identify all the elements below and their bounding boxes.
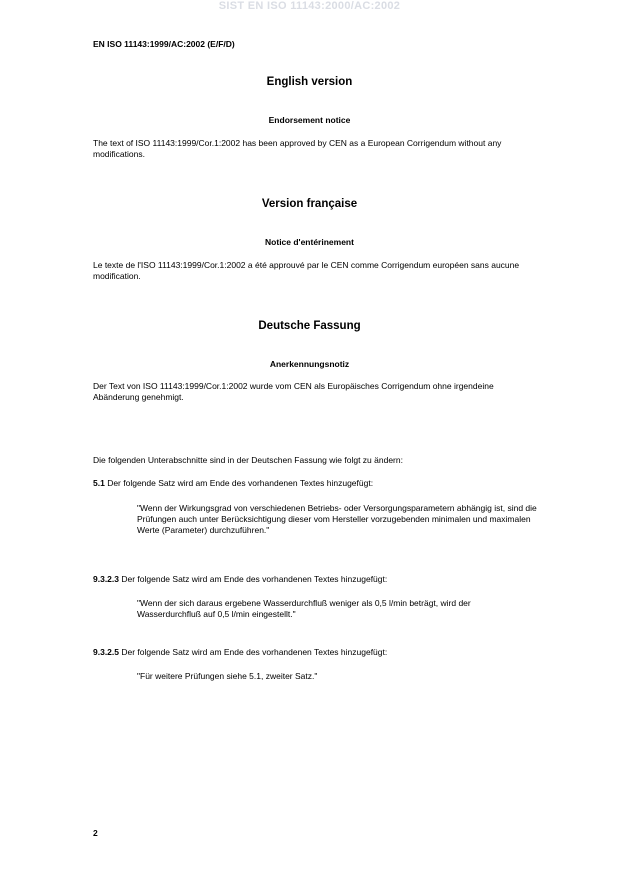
amendment-text: Der folgende Satz wird am Ende des vorhandenen Textes hinzugefügt: (104, 478, 374, 488)
french-notice-text: Le texte de l'ISO 11143:1999/Cor.1:2002 a été approuvé par le CEN comme Corrigendum européen sans aucune modification. (93, 260, 520, 281)
french-notice-title: Notice d'entérinement (265, 237, 354, 247)
german-version-title: Deutsche Fassung (258, 320, 361, 332)
english-notice-text: The text of ISO 11143:1999/Cor.1:2002 has been approved by CEN as a European Corrigendum without any modifications. (93, 138, 502, 159)
amendment-quote: "Für weitere Prüfungen siehe 5.1, zweiter Satz." (137, 671, 318, 681)
amendment-number: 9.3.2.5 (93, 647, 119, 657)
amendment-item (93, 647, 533, 658)
amendment-quote: "Wenn der sich daraus ergebene Wasserdurchfluß weniger als 0,5 l/min beträgt, wird der Wasserdurchfluß auf 0,5 l/min eingestellt." (137, 598, 471, 619)
document-identifier: EN ISO 11143:1999/AC:2002 (E/F/D) (93, 39, 235, 49)
english-version-title: English version (266, 76, 353, 88)
amendment-item (93, 574, 533, 585)
amendment-text: Der folgende Satz wird am Ende des vorhandenen Textes hinzugefügt: (119, 574, 388, 584)
amendment-quote: "Wenn der Wirkungsgrad von verschiedenen Betriebs- oder Versorgungsparametern abhängig ist, sind die Prüfungen auch unter Berücksichtigung dieser vom Hersteller vorzugebenden minimalen und maximalen Werte (Parameter) durchzuführen." (137, 503, 537, 535)
amendment-text: Der folgende Satz wird am Ende des vorhandenen Textes hinzugefügt: (119, 647, 388, 657)
amendment-number: 9.3.2.3 (93, 574, 119, 584)
german-notice-title: Anerkennungsnotiz (269, 359, 350, 369)
page-number: 2 (93, 828, 98, 838)
amendments-intro: Die folgenden Unterabschnitte sind in der Deutschen Fassung wie folgt zu ändern: (93, 455, 403, 465)
german-notice-text: Der Text von ISO 11143:1999/Cor.1:2002 wurde vom CEN als Europäisches Corrigendum ohne irgendeine Abänderung genehmigt. (93, 381, 494, 402)
watermark: SIST EN ISO 11143:2000/AC:2002 (218, 0, 401, 12)
amendment-item (93, 478, 533, 489)
french-version-title: Version française (261, 198, 358, 210)
amendment-number: 5.1 (93, 478, 105, 488)
english-notice-title: Endorsement notice (268, 115, 351, 125)
